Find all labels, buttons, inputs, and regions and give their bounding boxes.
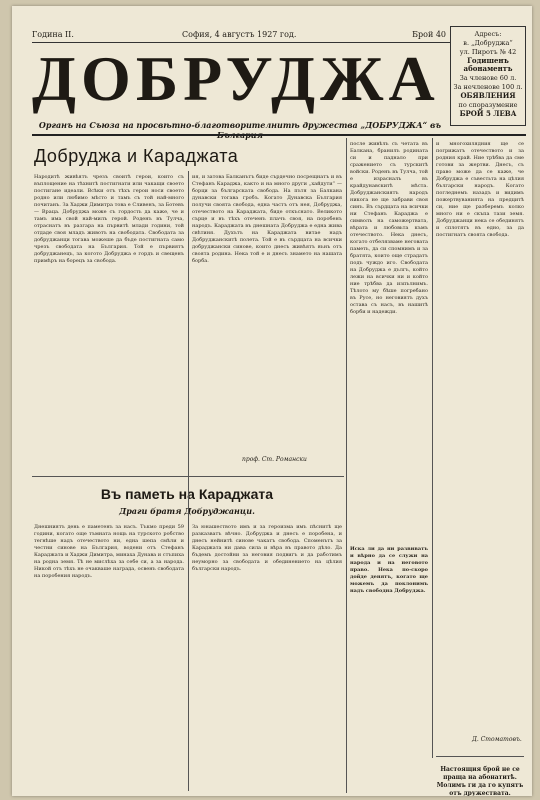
column-4-signature: Д. Стоматовъ. [472,736,522,743]
column-divider-1 [188,171,189,791]
article2-subtitle: Драги братя Добруджанци. [119,506,255,516]
price-label: БРОЙ 5 ЛЕВА [459,109,517,118]
article1-column-1: Народитѣ живѣятъ чрезъ своитѣ герои, които съ въплощение на тѣхнитѣ постигнати или чакащи своето постигане идеали. Всѣки отъ тѣхъ герои носи своето родно или любимо мѣсто и тамъ съ той най-много почитанъ. За Хаджи Димитра това е Сливенъ, за Ботевъ — Враца. Добруджа може съ гордость да каже, че и тамъ има свой най-милъ герой. Роденъ въ Тулча, отраснатъ въ разгара на първитѣ млади години, той отдаде своя младъ животъ на свободата. Свободата за добруджанци тогава можеше да бъде постигната само чрезъ свободата на България. Той е първиятъ добруджанецъ, за когото Добруджа е гордъ и свещенъ примѣръ на борецъ за свобода. [34,174,184,264]
article1-signature: проф. Ст. Романски [242,456,307,463]
masthead-subtitle: Органъ на Съюза на просвѣтно-благотворителнитѣ дружества „ДОБРУДЖА“ въ България [38,120,442,140]
article2-title: Въ паметь на Караджата [100,486,274,502]
article1-title: Добруджа и Караджата [34,146,239,166]
address-label: Адресъ: [474,30,502,38]
notice-text: Настоящия брой не се праща на абонатитѣ. Молимъ ги да го купятъ отъ дружествата. [436,766,524,796]
year-label: Година II. [32,30,74,39]
subscription-title: Годишенъ абонаментъ [463,56,513,73]
article1-column-2: ия, и затова Балканътъ биде сърдечно посрещнатъ и въ Стефанъ Караджа, както и на много други „хайдути“ — борци за българската свобода. На пътя за Балкана дунавски тогава гробъ. Когато Дунавска България получи своята свобода, една частъ отъ нея, Добруджа, отечеството на Караджата, биде откъснато. Великото сърце и въ тѣхъ отеченъ плачъ своя, на поробенъ народъ. Караджата въ днешната Добруджа е една жива свѣтиня. Духътъ на Караджата витае надъ Добруджанскитѣ полета. Той е въ сърдцата на всички добруджански синове, които днесъ живѣятъ вънъ отъ своята родина. Нека той е и днесъ знамето на нашата борба. [192,174,342,264]
article2-header [32,486,342,516]
newspaper-page [12,6,532,796]
address-line-1: в. „Добруджа“ [463,39,513,47]
column-divider-3 [432,138,433,758]
column-3-text: после живѣлъ съ четата въ Балкана, бранилъ родината си и паднало при сражението съ турскитѣ войски. Роденъ въ Тулча, той е израсналъ въ крайдунавскитѣ мѣста. Добруджанскиятъ народъ никога не ще забрави своя синъ. Въ сърдцата на всички ни Стефанъ Караджа е символъ на саможертвата, вѣрата и любовьта къмъ отечеството. Нека днесъ, когато отбелязваме неговата паметь, да си спомнимъ и за братята, които още страдатъ подъ чуждо иго. Свободата на Добруджа е дългъ, който лежи на всички ни и който ние трѣбва да изпълнимъ. Тѣлото му бѣше погребано въ Русе, но неговиятъ духъ остава съ насъ, въ нашитѣ борби и надежди. [350,141,428,315]
ads-title: ОБЯВЛЕНИЯ [460,91,516,100]
column-divider-2 [346,138,347,793]
masthead-rule [32,134,526,136]
subscription-box [450,26,526,126]
date-label: София, 4 августъ 1927 год. [182,30,297,39]
header-line [32,28,450,43]
issue-label: Брой 40 [412,30,446,39]
notice-divider [436,756,524,757]
column-3-bold-text: Иска ли да ни развиватъ и вѣрно да се служи на народа и на неговото право. Нека по-скоро дойде денятъ, когато ще можемъ да поклонимъ надъ свободна Добруджа. [350,546,428,594]
ads-terms: по споразумение [458,101,518,109]
address-line-2: ул. Пиротъ № 42 [459,48,517,56]
subscription-members: За членове 60 л. [459,74,517,82]
article2-column-1: Днешниятъ день е паметенъ за насъ. Тъкмо преди 59 години, когато още тъмната нощь на турското робство тегнѣше надъ отечеството ни, една шепа смѣли и честни синове на България, водени отъ Стефанъ Караджата и Хаджи Димитра, минаха Дунава и стъпиха на родна земя. Тѣ не мислѣха за себе си, а за народа. Никой отъ тѣхъ не очакваше награда, освенъ свободата на поробения народъ. [34,524,184,579]
masthead-title: ДОБРУДЖА [32,43,440,114]
column-4-text: и многохилядния ще се погрижатъ отечеството и за родния край. Ние трѣбва да сме готови за жертви. Днесъ, съ право може да се каже, че Добруджа е съвестьта на цѣлия български народъ. Когато погледнемъ назадъ и видимъ пожертвуванията на предцитѣ си, ние ще разберемъ колко много ни е скъпа тази земя. Добруджанци нека се обединятъ и сплотятъ въ едно, за да постигнатъ своята свобода. [436,141,524,238]
article2-column-2: За юнашеството имъ и за героизма имъ пѣснитѣ ще разказватъ вѣчно. Добруджа и днесъ е поробена, и днесъ нейнитѣ синове чакатъ свобода. Споменътъ за Караджата ни дава сила и вѣра въ правото дѣло. Да бъдемъ достойни за неговия подвигъ и да работимъ неуморно за свободата и обединението на цѣлия български народъ. [192,524,342,572]
subscription-nonmembers: За нечленове 100 л. [453,83,523,91]
